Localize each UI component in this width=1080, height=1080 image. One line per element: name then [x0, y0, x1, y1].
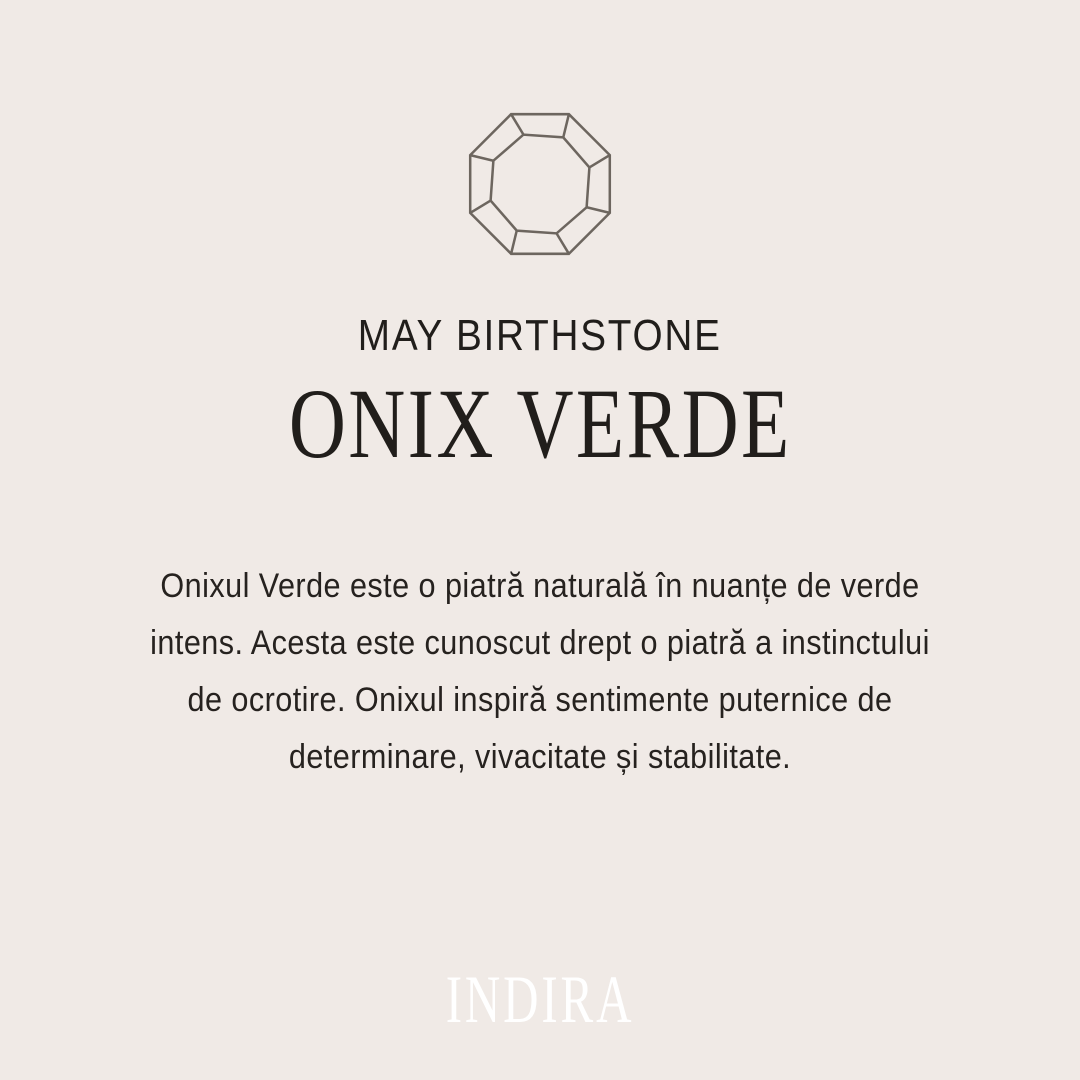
description-text [90, 558, 990, 786]
page-title: ONIX VERDE [288, 368, 792, 479]
description-line: determinare, vivacitate și stabilitate. [288, 738, 792, 776]
gem-inner-facet [491, 135, 590, 234]
eyebrow-month-label: MAY BIRTHSTONE [358, 311, 722, 360]
octagon-gemstone-icon [456, 100, 624, 268]
description-line: de ocrotire. Onixul inspiră sentimente puternice de [187, 681, 893, 719]
description-line: Onixul Verde este o piatră naturală în nuanțe de verde [160, 567, 920, 605]
brand-logo: INDIRA [445, 961, 635, 1037]
description-line: intens. Acesta este cunoscut drept o piatră a instinctului [150, 624, 930, 662]
